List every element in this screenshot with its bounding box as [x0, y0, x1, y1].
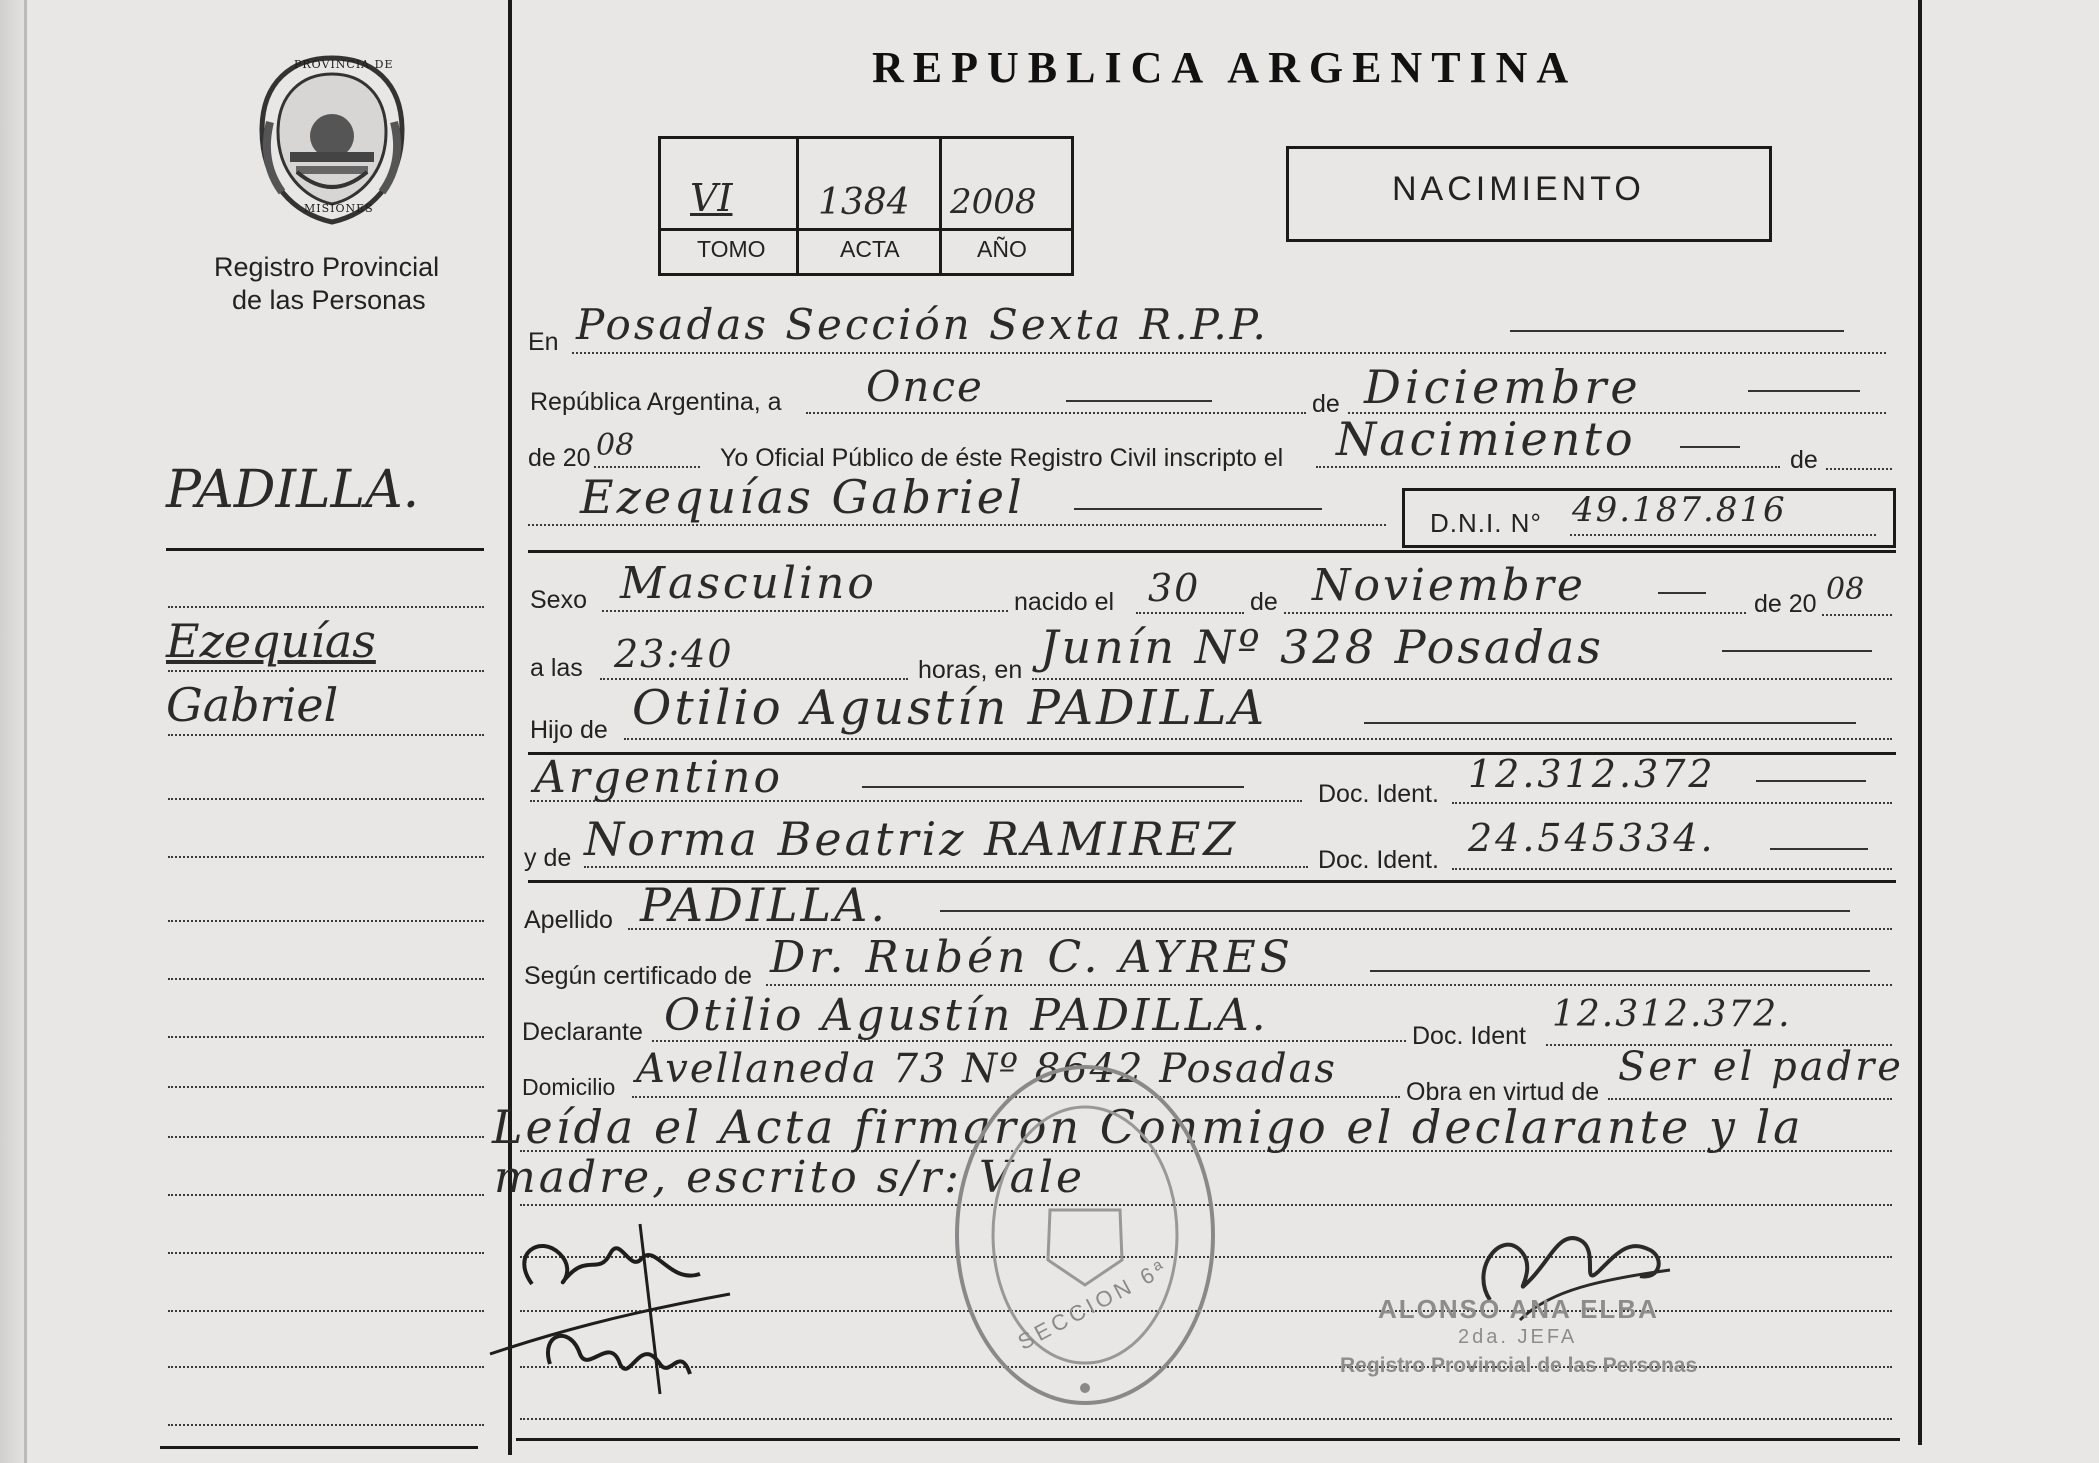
note-line-2: madre, escrito s/r: Vale [494, 1152, 1086, 1203]
bottom-rule [516, 1438, 1900, 1441]
segun-label: Según certificado de [524, 962, 752, 990]
acta-label: ACTA [840, 236, 900, 262]
nacido-day-dotted-line [1136, 612, 1244, 614]
apellido-value: PADILLA. [640, 878, 888, 932]
nacido-month-value: Noviembre [1312, 560, 1586, 611]
name-dotted-line [528, 524, 1386, 526]
father-nat-dash [862, 786, 1244, 788]
horas-label: horas, en [918, 656, 1023, 684]
father-doc-dotted-line [1452, 802, 1892, 804]
de-label-2: de [1790, 446, 1818, 474]
doc-ident-label: Doc. Ident. [1318, 780, 1439, 808]
anio-label: AÑO [977, 236, 1027, 262]
inscripto-dotted-line [1316, 466, 1780, 468]
day-value: Once [866, 362, 984, 411]
seal-top-text: PROVINCIA DE [294, 58, 394, 71]
nacido-label: nacido el [1014, 588, 1115, 616]
obra-label: Obra en virtud de [1406, 1078, 1600, 1106]
official-stamp-title: 2da. JEFA [1458, 1326, 1578, 1348]
doc-ident-label-2: Doc. Ident. [1318, 846, 1439, 874]
nacido-day-value: 30 [1148, 566, 1201, 610]
de-label-3: de [1250, 588, 1278, 616]
registry-seal-icon [950, 1060, 1220, 1410]
en-value: Posadas Sección Sexta R.P.P. [576, 300, 1269, 349]
place-dash [1722, 650, 1872, 652]
nacido-month-dotted-line [1284, 612, 1746, 614]
official-stamp-name: ALONSO ANA ELBA [1378, 1294, 1659, 1324]
declarante-doc-value: 12.312.372. [1552, 994, 1792, 1035]
page-title: REPUBLICA ARGENTINA [872, 43, 1578, 92]
seal-bottom-text: MISIONES [304, 202, 374, 215]
margin-dotted-line [168, 1136, 484, 1138]
nacido-month-dash [1658, 592, 1706, 594]
nacido-year-value: 08 [1826, 572, 1865, 607]
month-value: Diciembre [1364, 360, 1642, 414]
oficial-text: Yo Oficial Público de éste Registro Civil inscripto el [720, 444, 1284, 472]
margin-dotted-line [168, 1310, 484, 1312]
mother-dotted-line [584, 866, 1308, 868]
domicilio-label: Domicilio [522, 1074, 616, 1100]
mother-value: Norma Beatriz RAMIREZ [584, 812, 1239, 866]
margin-dotted-line [168, 978, 484, 980]
en-dash [1510, 330, 1844, 332]
nacido-year-dotted-line [1822, 614, 1892, 616]
section-rule-1 [528, 550, 1896, 553]
margin-dotted-line [168, 798, 484, 800]
seal-section-text: SECCION 6ª [1013, 1254, 1173, 1355]
page-edge-line [24, 0, 27, 1463]
declarante-label: Declarante [522, 1018, 643, 1046]
provincial-seal-icon [252, 52, 412, 227]
official-stamp-org: Registro Provincial de las Personas [1340, 1354, 1698, 1377]
segun-dotted-line [766, 984, 1892, 986]
mother-doc-dash [1770, 848, 1868, 850]
year-dotted-line [594, 466, 700, 468]
day-dotted-line [806, 412, 1306, 414]
hijo-label: Hijo de [530, 716, 608, 744]
father-value: Otilio Agustín PADILLA [632, 680, 1268, 736]
en-dotted-line [572, 352, 1886, 354]
margin-dotted-line [168, 856, 484, 858]
father-dotted-line [624, 738, 1892, 740]
margin-dotted-line [168, 606, 484, 608]
de-label: de [1312, 390, 1340, 418]
en-label: En [528, 328, 559, 356]
sexo-label: Sexo [530, 586, 587, 614]
day-dash [1066, 400, 1212, 402]
father-dash [1364, 722, 1856, 724]
de20-label: de 20 [1754, 590, 1817, 618]
acta-value: 1384 [818, 182, 910, 223]
year-prefix: de 20 [528, 444, 591, 472]
yde-label: y de [524, 844, 572, 872]
margin-dotted-line [168, 1252, 484, 1254]
margin-dotted-line [168, 1424, 484, 1426]
ref-box-divider-1 [796, 136, 799, 276]
margin-dotted-line [168, 920, 484, 922]
dni-value: 49.187.816 [1572, 490, 1787, 530]
domicilio-value: Avellaneda 73 Nº 8642 Posadas [636, 1046, 1337, 1092]
margin-given-name-2: Gabriel [166, 678, 339, 732]
margin-surname-underline [166, 548, 484, 551]
margin-dotted-line [168, 1086, 484, 1088]
tomo-value: VI [690, 176, 733, 220]
month-dash [1748, 390, 1860, 392]
segun-dash [1370, 970, 1870, 972]
sexo-dotted-line [602, 610, 1008, 612]
anio-value: 2008 [950, 182, 1037, 222]
registry-name-line2: de las Personas [232, 285, 426, 315]
year-value: 08 [596, 428, 635, 463]
sexo-value: Masculino [620, 558, 877, 609]
right-border [1918, 0, 1922, 1445]
note-dotted-line-6 [520, 1418, 1892, 1420]
margin-dotted-line [168, 1194, 484, 1196]
name-dash [1074, 508, 1322, 510]
margin-dotted-line [168, 734, 484, 736]
declarante-value: Otilio Agustín PADILLA. [664, 990, 1269, 1041]
de-dotted-line [1826, 468, 1892, 470]
note-line-1: Leída el Acta firmaron Conmigo el declarante y la [492, 1100, 1804, 1154]
alas-label: a las [530, 654, 583, 682]
father-doc-dash [1756, 780, 1866, 782]
margin-surname: PADILLA. [166, 460, 420, 520]
mother-doc-dotted-line [1452, 868, 1892, 870]
doc-ident-label-3: Doc. Ident [1412, 1022, 1526, 1050]
declarant-signature-icon [470, 1214, 740, 1414]
ref-box-row-divider [658, 228, 1074, 231]
father-doc-value: 12.312.372 [1468, 752, 1716, 796]
ref-box-divider-2 [939, 136, 942, 276]
father-nat-value: Argentino [534, 752, 783, 803]
apellido-dash [940, 910, 1850, 912]
margin-bottom-rule [160, 1446, 478, 1449]
margin-dotted-line [168, 670, 484, 672]
dni-label: D.N.I. N° [1430, 508, 1542, 538]
republica-label: República Argentina, a [530, 388, 782, 416]
margin-dotted-line [168, 1366, 484, 1368]
dni-dotted-line [1570, 534, 1876, 536]
inscripto-value: Nacimiento [1336, 412, 1636, 466]
margin-given-name-1: Ezequías [166, 614, 376, 668]
registry-name-line1: Registro Provincial [214, 252, 440, 282]
segun-value: Dr. Rubén C. AYRES [770, 932, 1294, 983]
child-name-value: Ezequías Gabriel [580, 470, 1025, 524]
tomo-label: TOMO [697, 236, 766, 262]
margin-dotted-line [168, 1036, 484, 1038]
act-type-label: NACIMIENTO [1392, 170, 1645, 208]
inscripto-dash [1680, 446, 1740, 448]
place-value: Junín Nº 328 Posadas [1040, 620, 1604, 674]
time-value: 23:40 [614, 632, 734, 676]
mother-doc-value: 24.545334. [1468, 816, 1716, 860]
obra-value: Ser el padre [1618, 1044, 1904, 1090]
apellido-label: Apellido [524, 906, 613, 934]
